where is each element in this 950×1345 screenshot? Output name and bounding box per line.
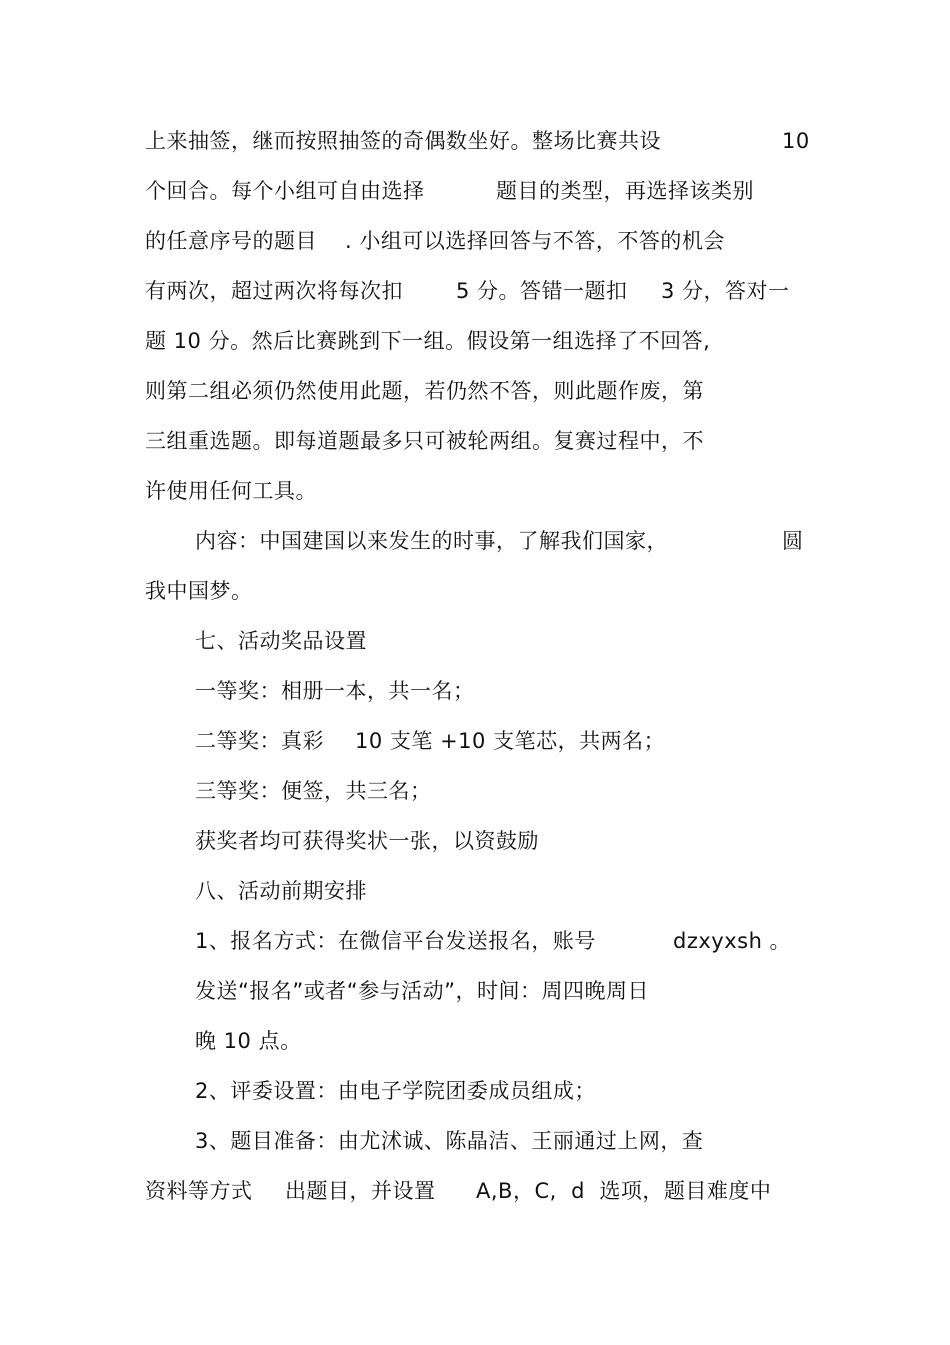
section-heading: 七、活动奖品设置	[195, 629, 367, 653]
text-line: 发送“报名”或者“参与活动”，时间：周四晚周日	[195, 979, 650, 1003]
text-line: 二等奖：真彩	[195, 729, 324, 753]
text-line: 2、评委设置：由电子学院团委成员组成；	[195, 1079, 596, 1103]
text-line: 一等奖：相册一本，共一名；	[195, 679, 475, 703]
text-line: 资料等方式	[145, 1179, 253, 1203]
text-line: 题目的类型，再选择该类别	[496, 179, 754, 203]
text-line: 10	[782, 129, 810, 153]
text-line: A,B，C, d 选项，题目难度中	[476, 1179, 772, 1203]
text-line: 上来抽签，继而按照抽签的奇偶数坐好。整场比赛共设	[145, 129, 661, 153]
text-line: dzxyxsh 。	[673, 929, 792, 953]
text-line: 获奖者均可获得奖状一张，以资鼓励	[195, 829, 539, 853]
text-line: 我中国梦。	[145, 579, 253, 603]
section-heading: 八、活动前期安排	[195, 879, 367, 903]
text-line: 5 分。答错一题扣	[456, 279, 628, 303]
text-line: 3 分，答对一	[661, 279, 790, 303]
text-line: 内容：中国建国以来发生的时事，了解我们国家，	[195, 529, 668, 553]
text-line: 题 10 分。然后比赛跳到下一组。假设第一组选择了不回答,	[145, 329, 711, 353]
text-line: 晚 10 点。	[195, 1029, 302, 1053]
text-line: 1、报名方式：在微信平台发送报名，账号	[195, 929, 596, 953]
text-line: 许使用任何工具。	[145, 479, 317, 503]
text-line: 则第二组必须仍然使用此题，若仍然不答，则此题作废，第	[145, 379, 704, 403]
text-line: . 小组可以选择回答与不答，不答的机会	[345, 229, 725, 253]
text-line: 三组重选题。即每道题最多只可被轮两组。复赛过程中，不	[145, 429, 704, 453]
text-line: 出题目，并设置	[285, 1179, 436, 1203]
text-line: 的任意序号的题目	[145, 229, 317, 253]
text-line: 有两次，超过两次将每次扣	[145, 279, 403, 303]
text-line: 10 支笔 +10 支笔芯，共两名；	[355, 729, 666, 753]
text-line: 三等奖：便签，共三名；	[195, 779, 432, 803]
text-line: 圆	[782, 529, 804, 553]
text-line: 个回合。每个小组可自由选择	[145, 179, 425, 203]
text-line: 3、题目准备：由尤沭诚、陈晶洁、王丽通过上网，查	[195, 1129, 704, 1153]
